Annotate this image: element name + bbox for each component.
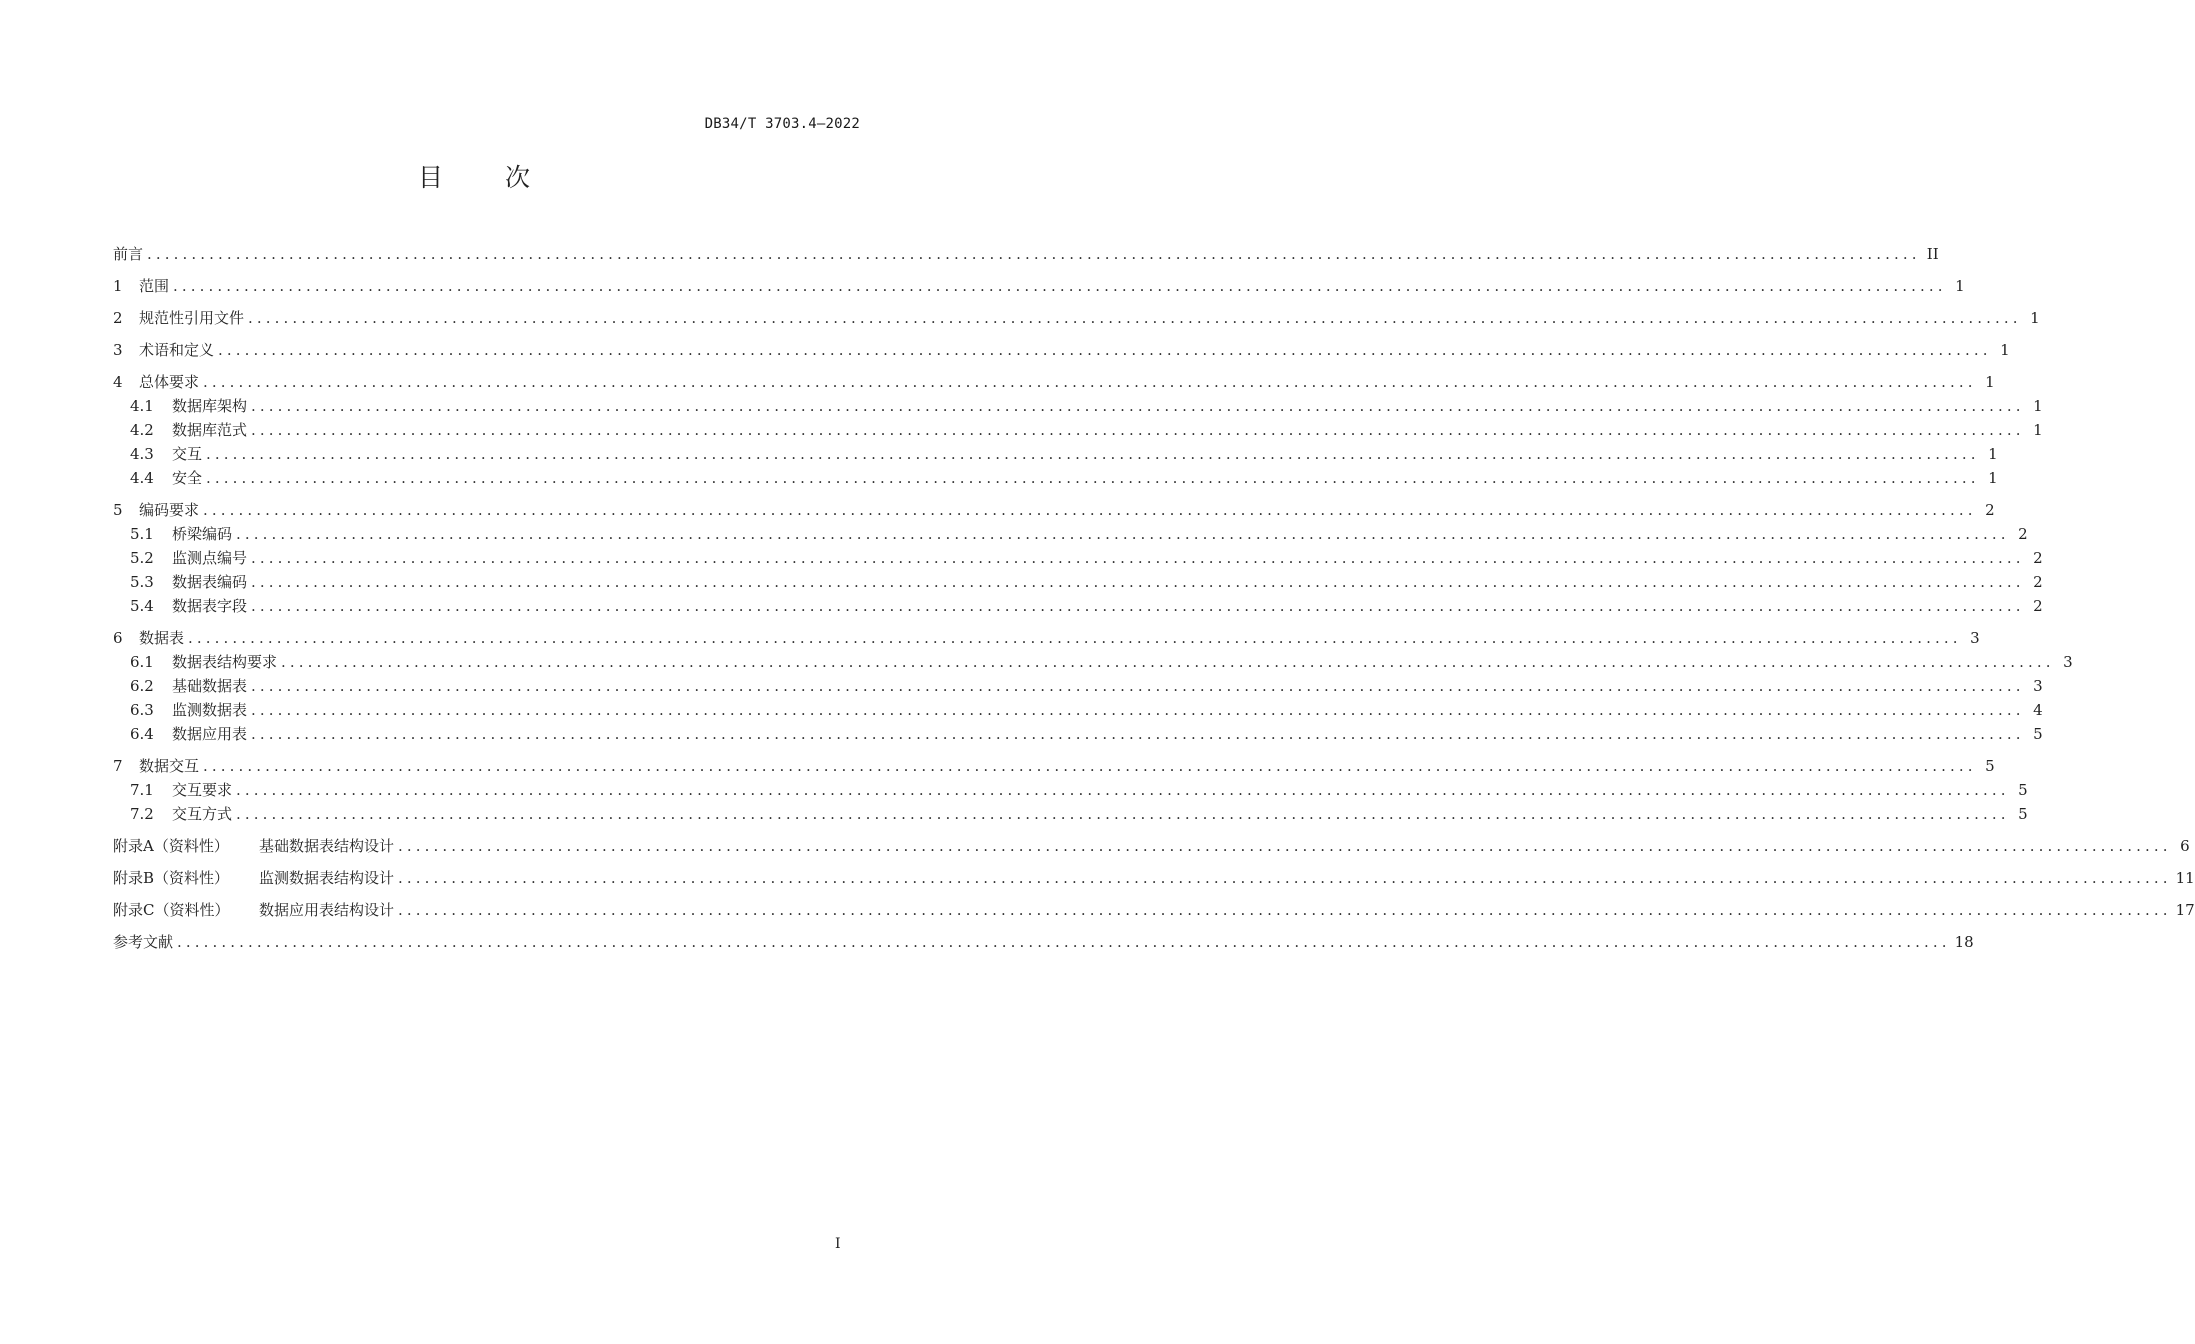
toc-entry-title: 数据库架构 (172, 397, 248, 415)
dot-leader: ........................................................................................................................................................................................................ (188, 629, 1962, 647)
toc-entry-page: II (1926, 245, 1939, 263)
toc-entry-number: 6.3 (130, 701, 154, 719)
toc-entry-number: 6.4 (130, 725, 154, 743)
toc-entry-title: 基础数据表结构设计 (259, 837, 395, 855)
toc-entry-label (113, 930, 173, 954)
toc-entry-title: 监测点编号 (172, 549, 248, 567)
toc-entry[interactable] (113, 898, 2195, 922)
toc-entry-page: 11 (2175, 869, 2195, 887)
toc-entry[interactable] (113, 306, 2040, 330)
toc-entry-number: 4 (113, 373, 123, 391)
toc-entry-title: 数据应用表 (172, 725, 248, 743)
doc-code: DB34/T 3703.4—2022 (704, 116, 860, 132)
toc-entry-title: 术语和定义 (139, 341, 215, 359)
toc-entry-page: 3 (2063, 653, 2073, 671)
toc-entry-title: 基础数据表 (172, 677, 248, 695)
toc-entry-label (113, 274, 169, 298)
dot-leader: ........................................................................................................................................................................................................ (147, 245, 1921, 263)
toc-entry-label (113, 674, 247, 698)
toc-entry-label (113, 778, 232, 802)
toc-entry-page: 17 (2175, 901, 2195, 919)
toc-entry-title: 前言 (113, 245, 144, 263)
table-of-contents (113, 242, 2195, 954)
toc-entry-page: 1 (2033, 421, 2043, 439)
toc-entry[interactable] (113, 626, 1980, 650)
dot-leader: ........................................................................................................................................................................................................ (218, 341, 1992, 359)
toc-entry-title: 数据应用表结构设计 (259, 901, 395, 919)
toc-entry-label (113, 394, 247, 418)
toc-entry-number: 5.1 (130, 525, 154, 543)
toc-entry-label (113, 498, 199, 522)
toc-entry-title: 数据表字段 (172, 597, 248, 615)
toc-entry[interactable] (113, 778, 2028, 802)
toc-entry-number: 5 (113, 501, 123, 519)
toc-entry-label (113, 418, 247, 442)
toc-entry-label (113, 626, 184, 650)
toc-entry-label (113, 650, 277, 674)
toc-entry-label (113, 442, 202, 466)
toc-entry-page: 1 (1985, 373, 1995, 391)
dot-leader: ........................................................................................................................................................................................................ (206, 445, 1980, 463)
toc-entry-label (113, 338, 214, 362)
toc-entry-title: 数据交互 (139, 757, 200, 775)
toc-entry-label (113, 898, 394, 922)
toc-entry[interactable] (113, 834, 2190, 858)
toc-entry-label (113, 242, 143, 266)
dot-leader: ........................................................................................................................................................................................................ (251, 421, 2025, 439)
toc-entry-number: 6 (113, 629, 123, 647)
dot-leader: ........................................................................................................................................................................................................ (251, 549, 2025, 567)
toc-entry-page: 2 (2033, 597, 2043, 615)
toc-entry-label (113, 370, 199, 394)
toc-entry-label (113, 570, 247, 594)
toc-entry-label (113, 866, 394, 890)
toc-entry[interactable] (113, 242, 1939, 266)
toc-entry[interactable] (113, 522, 2028, 546)
toc-entry-page: 6 (2180, 837, 2190, 855)
dot-leader: ........................................................................................................................................................................................................ (203, 373, 1977, 391)
dot-leader: ........................................................................................................................................................................................................ (236, 805, 2010, 823)
toc-entry-title: 数据表编码 (172, 573, 248, 591)
toc-entry-page: 1 (1988, 469, 1998, 487)
toc-entry[interactable] (113, 930, 1974, 954)
toc-entry-label (113, 594, 247, 618)
toc-entry-title: 总体要求 (139, 373, 200, 391)
toc-appendix-tag: 附录B（资料性） (113, 869, 230, 887)
dot-leader: ........................................................................................................................................................................................................ (173, 277, 1947, 295)
toc-entry-number: 5.4 (130, 597, 154, 615)
page-number: I (835, 1236, 841, 1252)
toc-entry-label (113, 466, 202, 490)
toc-entry[interactable] (113, 650, 2073, 674)
toc-entry-number: 4.3 (130, 445, 154, 463)
toc-entry[interactable] (113, 394, 2043, 418)
toc-entry-page: 1 (2000, 341, 2010, 359)
toc-entry-page: 2 (2033, 549, 2043, 567)
toc-entry-number: 5.2 (130, 549, 154, 567)
toc-entry-page: 18 (1954, 933, 1974, 951)
toc-entry-label (113, 834, 394, 858)
toc-entry[interactable] (113, 570, 2043, 594)
toc-entry-number: 2 (113, 309, 123, 327)
toc-entry-number: 4.2 (130, 421, 154, 439)
dot-leader: ........................................................................................................................................................................................................ (281, 653, 2055, 671)
toc-entry-label (113, 722, 247, 746)
dot-leader: ........................................................................................................................................................................................................ (203, 757, 1977, 775)
toc-entry-label (113, 754, 199, 778)
toc-entry-label (113, 306, 244, 330)
toc-appendix-tag: 附录A（资料性） (113, 837, 229, 855)
toc-entry-page: 2 (1985, 501, 1995, 519)
dot-leader: ........................................................................................................................................................................................................ (206, 469, 1980, 487)
toc-entry[interactable] (113, 466, 1998, 490)
toc-entry-number: 3 (113, 341, 123, 359)
toc-entry-number: 1 (113, 277, 123, 295)
toc-entry-title: 参考文献 (113, 933, 174, 951)
dot-leader: ........................................................................................................................................................................................................ (251, 677, 2025, 695)
toc-entry-page: 4 (2033, 701, 2043, 719)
toc-entry-title: 安全 (172, 469, 203, 487)
toc-entry-number: 7.2 (130, 805, 154, 823)
toc-entry-page: 5 (2033, 725, 2043, 743)
toc-entry-number: 4.1 (130, 397, 154, 415)
toc-entry-title: 桥梁编码 (172, 525, 233, 543)
toc-entry[interactable] (113, 754, 1995, 778)
toc-entry-number: 7.1 (130, 781, 154, 799)
dot-leader: ........................................................................................................................................................................................................ (251, 597, 2025, 615)
toc-entry-title: 交互方式 (172, 805, 233, 823)
page-title (0, 158, 950, 194)
toc-entry-number: 5.3 (130, 573, 154, 591)
toc-entry-label (113, 802, 232, 826)
toc-entry-title: 数据表 (139, 629, 185, 647)
title-char-1: 目 (417, 163, 445, 192)
toc-entry-page: 2 (2018, 525, 2028, 543)
toc-entry-page: 1 (1955, 277, 1965, 295)
toc-entry[interactable] (113, 866, 2195, 890)
toc-entry-number: 6.2 (130, 677, 154, 695)
toc-entry-title: 监测数据表 (172, 701, 248, 719)
dot-leader: ........................................................................................................................................................................................................ (236, 781, 2010, 799)
toc-entry-title: 数据库范式 (172, 421, 248, 439)
toc-entry-page: 5 (2018, 781, 2028, 799)
toc-entry[interactable] (113, 370, 1995, 394)
toc-entry-page: 3 (1970, 629, 1980, 647)
toc-entry-title: 交互要求 (172, 781, 233, 799)
toc-entry-page: 3 (2033, 677, 2043, 695)
toc-entry[interactable] (113, 674, 2043, 698)
toc-appendix-tag: 附录C（资料性） (113, 901, 230, 919)
toc-entry-title: 编码要求 (139, 501, 200, 519)
dot-leader: ........................................................................................................................................................................................................ (236, 525, 2010, 543)
dot-leader: ........................................................................................................................................................................................................ (251, 701, 2025, 719)
dot-leader: ........................................................................................................................................................................................................ (398, 869, 2172, 887)
toc-entry-page: 1 (1988, 445, 1998, 463)
toc-entry[interactable] (113, 594, 2043, 618)
toc-entry[interactable] (113, 698, 2043, 722)
toc-entry[interactable] (113, 338, 2010, 362)
toc-entry[interactable] (113, 546, 2043, 570)
toc-entry[interactable] (113, 274, 1965, 298)
dot-leader: ........................................................................................................................................................................................................ (251, 397, 2025, 415)
toc-entry[interactable] (113, 722, 2043, 746)
toc-entry-label (113, 698, 247, 722)
toc-entry[interactable] (113, 418, 2043, 442)
toc-entry-number: 7 (113, 757, 123, 775)
toc-entry-page: 1 (2030, 309, 2040, 327)
dot-leader: ........................................................................................................................................................................................................ (251, 573, 2025, 591)
toc-entry[interactable] (113, 442, 1998, 466)
toc-entry-label (113, 546, 247, 570)
dot-leader: ........................................................................................................................................................................................................ (398, 901, 2172, 919)
dot-leader: ........................................................................................................................................................................................................ (177, 933, 1951, 951)
toc-entry-page: 2 (2033, 573, 2043, 591)
dot-leader: ........................................................................................................................................................................................................ (398, 837, 2172, 855)
title-char-2: 次 (505, 163, 533, 192)
toc-entry-page: 5 (1985, 757, 1995, 775)
toc-entry-number: 6.1 (130, 653, 154, 671)
toc-entry[interactable] (113, 498, 1995, 522)
toc-entry-title: 监测数据表结构设计 (259, 869, 395, 887)
toc-entry-number: 4.4 (130, 469, 154, 487)
toc-entry-title: 范围 (139, 277, 170, 295)
toc-entry[interactable] (113, 802, 2028, 826)
toc-entry-title: 交互 (172, 445, 203, 463)
toc-entry-label (113, 522, 232, 546)
dot-leader: ........................................................................................................................................................................................................ (248, 309, 2022, 327)
toc-entry-title: 规范性引用文件 (139, 309, 245, 327)
toc-entry-page: 5 (2018, 805, 2028, 823)
dot-leader: ........................................................................................................................................................................................................ (251, 725, 2025, 743)
toc-entry-title: 数据表结构要求 (172, 653, 278, 671)
dot-leader: ........................................................................................................................................................................................................ (203, 501, 1977, 519)
toc-entry-page: 1 (2033, 397, 2043, 415)
